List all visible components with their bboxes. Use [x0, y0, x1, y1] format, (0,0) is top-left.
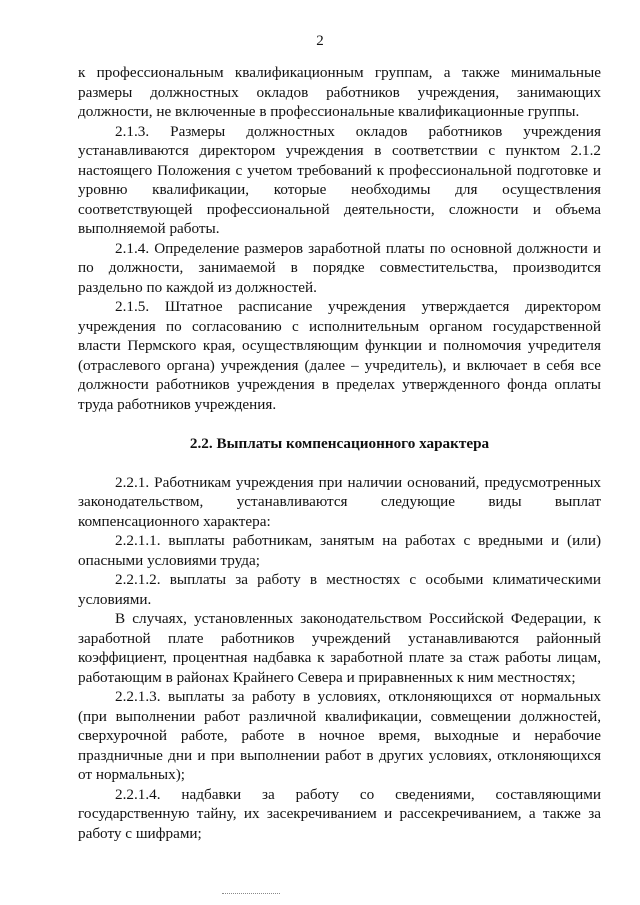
section-2-1-paragraphs [78, 63, 601, 414]
scan-artifact [222, 893, 280, 897]
paragraph-2-2-1-2: 2.2.1.2. выплаты за работу в местностях с особыми климатическими условиями. [78, 571, 601, 608]
paragraph-2-1-5: 2.1.5. Штатное расписание учреждения утверждается директором учреждения по согласованию с исполнительным органом государственной власти Пермского края, осуществляющим функции и полномочия учредителя (отраслевого органа) учреждения (далее – учредитель), и включает в себя все должности работников учреждения в пределах утвержденного фонда оплаты труда работников учреждения. [78, 298, 601, 413]
paragraph-far-north: В случаях, установленных законодательством Российской Федерации, к заработной плате работников учреждений устанавливаются районный коэффициент, процентная надбавка к заработной плате за стаж работы лицам, работающим в районах Крайнего Севера и приравненных к ним местностях; [78, 610, 601, 686]
paragraph-2-2-1: 2.2.1. Работникам учреждения при наличии оснований, предусмотренных законодательством, устанавливаются следующие виды выплат компенсационного характера: [78, 473, 601, 530]
paragraph-2-2-1-1: 2.2.1.1. выплаты работникам, занятым на работах с вредными и (или) опасными условиями труда; [78, 532, 601, 569]
paragraph-2-2-1-4: 2.2.1.4. надбавки за работу со сведениями, составляющими государственную тайну, их засекречиванием и рассекречиванием, а также за работу с шифрами; [78, 785, 601, 842]
paragraph-2-1-3: 2.1.3. Размеры должностных окладов работников учреждения устанавливаются директором учреждения в соответствии с пунктом 2.1.2 настоящего Положения с учетом требований к профессиональной подготовке и уровню квалификации, которые необходимы для осуществления соответствующей профессиональной деятельности, сложности и объема выполняемой работы. [78, 122, 601, 237]
paragraph-2-1-4: 2.1.4. Определение размеров заработной платы по основной должности и по должности, занимаемой в порядке совместительства, производится раздельно по каждой из должностей. [78, 239, 601, 296]
section-2-2-paragraphs [78, 473, 601, 844]
paragraph-intro-continuation: к профессиональным квалификационным группам, а также минимальные размеры должностных окладов работников учреждения, занимающих должности, не включенные в профессиональные квалификационные группы. [78, 64, 601, 120]
document-body [78, 63, 601, 843]
page-number: 2 [316, 33, 324, 49]
section-heading: 2.2. Выплаты компенсационного характера [189, 435, 490, 452]
paragraph-2-2-1-3: 2.2.1.3. выплаты за работу в условиях, отклоняющихся от нормальных (при выполнении работ различной квалификации, совмещении должностей, сверхурочной работе, работе в ночное время, выходные и нерабочие праздничные дни и при выполнении работ в других условиях, отклоняющихся от нормальных); [78, 688, 601, 783]
